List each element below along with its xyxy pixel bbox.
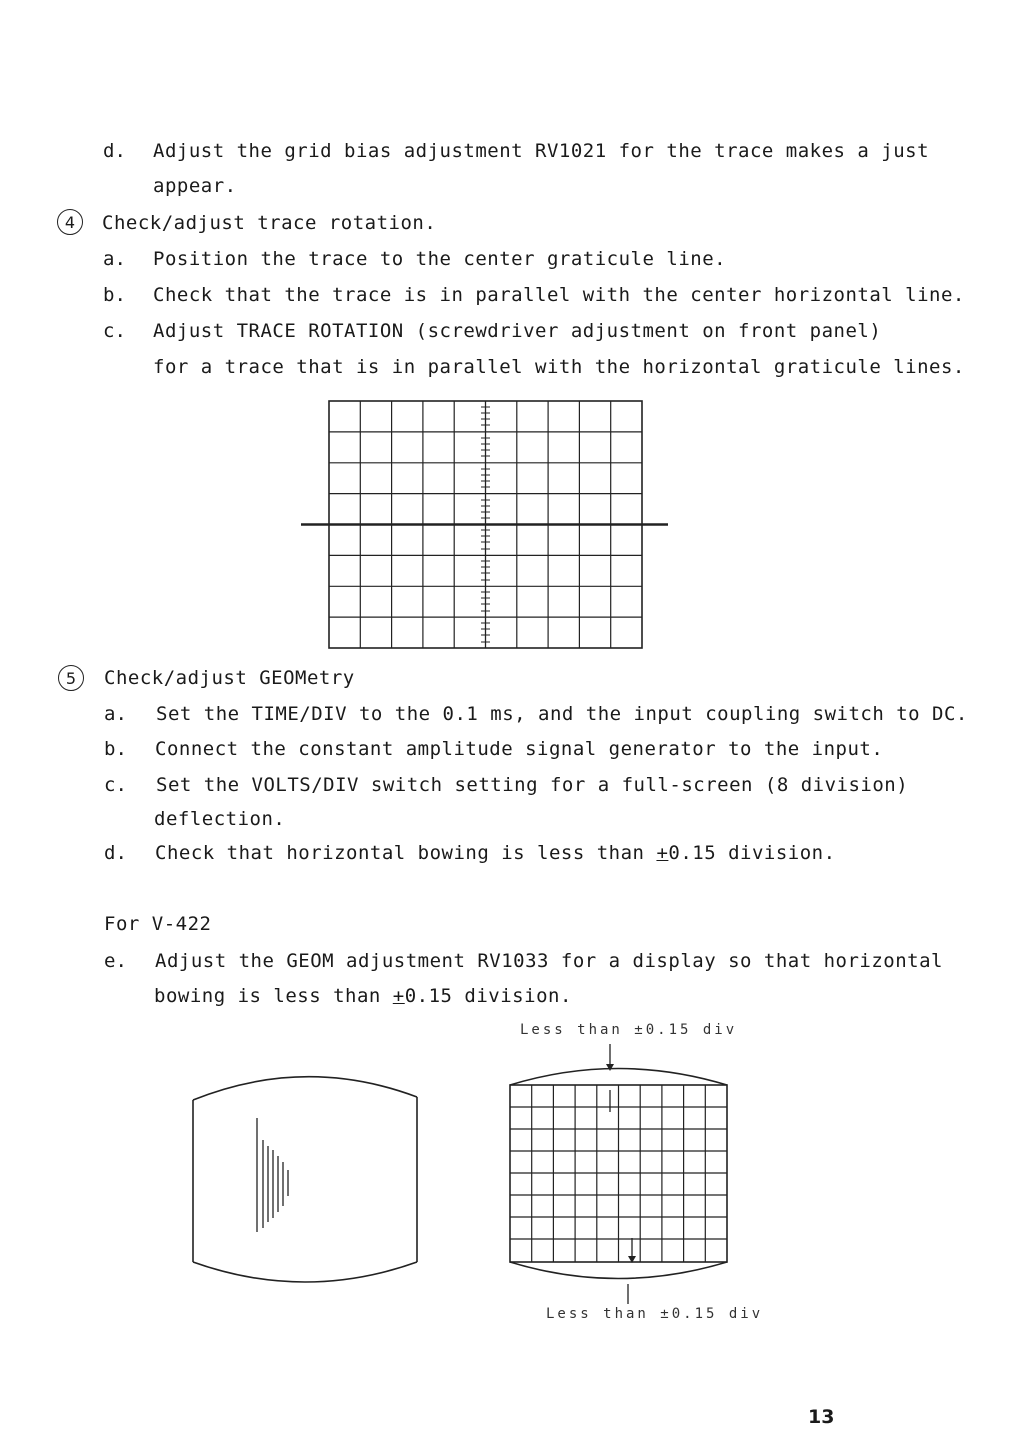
step-4b-text: Check that the trace is in parallel with the center horizontal line. (153, 284, 965, 306)
step-letter: e. (104, 950, 127, 972)
step-letter: a. (103, 248, 126, 270)
bowing-arrows (610, 1044, 632, 1304)
step-letter: a. (104, 703, 127, 725)
step-4-title: Check/adjust trace rotation. (102, 212, 437, 234)
plus-minus-sign: + (656, 842, 669, 864)
step-5-circle-number: 5 (58, 665, 84, 691)
step-d-text-line2: appear. (153, 175, 237, 197)
page-number: 13 (808, 1406, 835, 1428)
step-letter: b. (104, 738, 127, 760)
bowing-graticule (510, 1044, 727, 1304)
step-d-text-line1: Adjust the grid bias adjustment RV1021 for the trace makes a just (153, 140, 930, 162)
step-5c-text-line1: Set the VOLTS/DIV switch setting for a full-screen (8 division) (156, 774, 909, 796)
step-5e-text-line1: Adjust the GEOM adjustment RV1033 for a display so that horizontal (155, 950, 943, 972)
step-4a-text: Position the trace to the center graticule line. (153, 248, 727, 270)
trace-rotation-graticule (301, 401, 668, 648)
geometry-caption-top: Less than ±0.15 div (520, 1022, 738, 1038)
step-letter: c. (104, 774, 127, 796)
step-letter: d. (104, 842, 127, 864)
step-4c-text-line1: Adjust TRACE ROTATION (screwdriver adjustment on front panel) (153, 320, 882, 342)
step-letter: b. (103, 284, 126, 306)
step-5e-text-line2: bowing is less than +0.15 division. (154, 985, 572, 1007)
step-letter: c. (103, 320, 126, 342)
geometry-caption-bottom: Less than ±0.15 div (546, 1306, 764, 1322)
center-axis-ticks (481, 407, 490, 642)
for-model-heading: For V-422 (104, 913, 212, 935)
step-5-title: Check/adjust GEOMetry (104, 667, 355, 689)
step-4-circle-number: 4 (57, 209, 83, 235)
step-5b-text: Connect the constant amplitude signal generator to the input. (155, 738, 884, 760)
step-letter: d. (103, 140, 126, 162)
plus-minus-sign: + (392, 985, 405, 1007)
step-5d-text: Check that horizontal bowing is less than +0.15 division. (155, 842, 836, 864)
step-5c-text-line2: deflection. (154, 808, 286, 830)
step-4c-text-line2: for a trace that is in parallel with the horizontal graticule lines. (153, 356, 965, 378)
bowed-crt-screen (193, 1077, 417, 1282)
step-5a-text: Set the TIME/DIV to the 0.1 ms, and the input coupling switch to DC. (156, 703, 968, 725)
